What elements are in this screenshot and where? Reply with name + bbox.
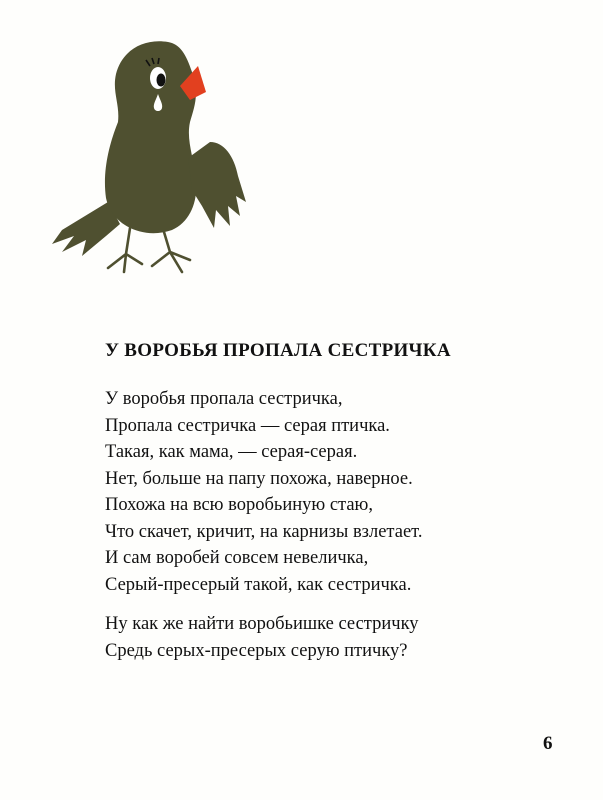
poem-title: У ВОРОБЬЯ ПРОПАЛА СЕСТРИЧКА — [105, 340, 451, 361]
poem-line: Такая, как мама, — серая-серая. — [105, 442, 358, 462]
poem-line: Что скачет, кричит, на карнизы взлетает. — [105, 521, 423, 542]
sparrow-illustration — [40, 30, 260, 280]
poem-line: Средь серых-пресерых серую птичку? — [105, 640, 408, 661]
poem-line: Пропала сестричка — серая птичка. — [105, 415, 390, 436]
poem-line: Серый-пресерый такой, как сестричка. — [105, 574, 412, 595]
poem-line: И сам воробей совсем невеличка, — [105, 548, 369, 568]
poem-line: Ну как же найти воробьишке сестричку — [105, 614, 419, 634]
poem-line: Похожа на всю воробьиную стаю, — [105, 495, 374, 515]
sparrow-legs — [108, 228, 190, 272]
sparrow-body — [52, 41, 246, 256]
page-number: 6 — [543, 733, 553, 754]
poem-line: Нет, больше на папу похожа, наверное. — [105, 468, 413, 489]
poem-stanza — [105, 386, 565, 598]
poem-body — [105, 386, 565, 664]
poem-line: У воробья пропала сестричка, — [105, 389, 343, 409]
poem-stanza — [105, 611, 565, 664]
